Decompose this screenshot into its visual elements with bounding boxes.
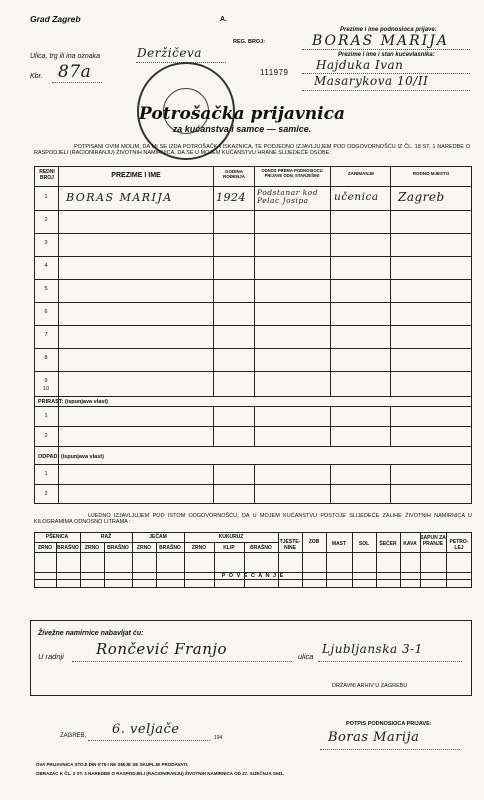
person-birthplace: Zagreb <box>398 190 445 204</box>
footer-place: ZAGREB, <box>60 733 87 739</box>
stock-increase-label: P O V E Ć A N J E <box>221 573 285 579</box>
landlord-address: Masarykova 10/II <box>314 74 429 88</box>
stock-single-label: TJESTE-NINE <box>279 539 301 551</box>
person-name: BORAS MARIJA <box>66 191 173 204</box>
row-number: 4 <box>44 263 48 269</box>
shop-street-label: ulica <box>298 652 314 661</box>
stock-single-label: KAVA <box>403 541 417 547</box>
row-number: 3 <box>44 240 48 246</box>
row-number: 7 <box>44 332 48 338</box>
row-number: 6 <box>44 309 48 315</box>
odpad-row-number: 1 <box>44 471 48 477</box>
col-header-year: GODINA ROĐENJA <box>222 169 245 179</box>
stock-sub-label: ZRNO <box>84 545 100 551</box>
person-occupation: učenica <box>334 191 379 203</box>
applicant-name-value: BORAS MARIJA <box>312 33 449 49</box>
stock-single-label: ZOB <box>308 539 320 545</box>
street-value: Deržičeva <box>137 46 202 60</box>
signature: Boras Marija <box>328 730 420 745</box>
reg-number: 111979 <box>260 68 289 77</box>
section-letter: A. <box>220 16 227 23</box>
stock-sub-label: BRAŠNO <box>159 545 181 551</box>
odpad-row-number: 2 <box>44 491 48 497</box>
row-number: 5 <box>44 286 48 292</box>
person-relation: Podstanar kod Pelac Josipa <box>257 188 319 205</box>
prirast-row-number: 2 <box>44 433 48 439</box>
stock-single-label: ŠEĆER <box>379 541 397 547</box>
shop-street: Ljubljanska 3-1 <box>322 642 423 656</box>
stock-sub-label: ZRNO <box>136 545 152 551</box>
house-number-value: 87a <box>58 62 92 82</box>
stock-group-wheat: PŠENICA <box>45 534 69 540</box>
reg-number-label: REG. BROJ: <box>233 39 266 45</box>
footer-note-price: OVA PRIJAVNICA STOJI DIN 0'75 I NE SMIJE SE SKUPLJE PRODAVATI. <box>36 762 189 767</box>
stock-sub-label: BRAŠNO <box>250 545 272 551</box>
col-header-birthplace: RODNO MJESTO <box>412 171 450 176</box>
row-number: 1 <box>44 194 48 200</box>
stock-sub-label: BRAŠNO <box>57 545 79 551</box>
footer-note-form: OBRAZAC K ČL. 2 ST. 3 NAREDBE O RASPODJELI (RACIONIRANJU) ŽIVOTNIH NAMIRNICA OD 27. SIJEČNJA 1941. <box>36 771 284 776</box>
prirast-label: PRIRAST: (ispunjava vlast) <box>38 399 108 405</box>
shop-in-label: U radnji <box>38 652 64 661</box>
stock-sub-label: KLIP <box>223 545 235 551</box>
person-birth-year: 1924 <box>216 191 246 204</box>
col-header-occupation: ZANIMANJE <box>347 171 375 176</box>
stock-sub-label: ZRNO <box>191 545 207 551</box>
stock-single-label: MAST <box>331 541 347 547</box>
street-label: Ulica, trg ili ina oznaka <box>30 53 101 60</box>
prirast-row-number: 1 <box>44 413 48 419</box>
form-title: Potrošačka prijavnica <box>139 104 345 124</box>
landlord-label: Prezime i ime i stan kućevlasnika: <box>338 52 435 58</box>
landlord-name: Hajduka Ivan <box>316 58 404 72</box>
stock-single-label: SAPUN ZA PRANJE <box>420 535 446 547</box>
col-header-name: PREZIME I IME <box>111 172 161 179</box>
odpad-label: ODPAD: (ispunjava vlast) <box>38 454 104 460</box>
row-number: 8 <box>44 355 48 361</box>
shop-heading: Živežne namirnice nabavljat ću: <box>38 630 144 637</box>
col-header-number: REDNI BROJ <box>39 169 55 181</box>
shop-name: Rončević Franjo <box>96 640 228 658</box>
stock-group-rye: RAŽ <box>100 534 112 540</box>
footer-year: 194 <box>214 735 223 741</box>
row-number: 2 <box>44 217 48 223</box>
col-header-relation: ODNOS PREMA PODNOSIOCU PRIJAVE ODN. STARJEŠINI <box>261 168 323 178</box>
city-label: Grad Zagreb <box>30 14 81 24</box>
form-subtitle: za kućanstva i samce — samice. <box>172 124 312 134</box>
signature-label: POTPIS PODNOSIOCA PRIJAVE: <box>346 721 432 727</box>
stock-intro-text: UJEDNO IZJAVLJUJEM POD ISTOM ODGOVORNOŠĆU, DA U MOJEM KUĆANSTVU POSTOJE SLIJEDEĆE ZALIHE ŽIVOTNIH NAMIRNICA U KILOGRAMIMA ODNOSNO LITRAMA : <box>34 513 472 526</box>
row-number: 10 <box>42 386 50 392</box>
stock-sub-label: BRAŠNO <box>107 545 129 551</box>
stock-single-label: PETRO-LEJ <box>449 539 469 551</box>
footer-date: 6. veljače <box>112 722 180 737</box>
stock-sub-label: ZRNO <box>37 545 53 551</box>
intro-text: POTPISANI OVIM MOLIM, DA MI SE IZDA POTROŠAČKA ISKAZNICA, TE PODJEDNO IZJAVLJUJEM POD ODGOVORNOŠĆU IZ ČL. 18 ST. 1 NAREDBE O RASPODJELI (RACIONIRANJU) ŽIVOTNIH NAMIRNICA, DA SE U MOJEM KUĆANSTVU HRANE SLIJEDEĆE OSOBE: <box>34 144 470 157</box>
stock-group-barley: JEČAM <box>149 534 167 540</box>
applicant-name-label: Prezime i ime podnosioca prijave: <box>340 27 437 33</box>
archive-label: DRŽAVNI ARHIV U ZAGREBU <box>332 683 408 689</box>
row-number: 9 <box>44 378 48 384</box>
stock-single-label: SOL <box>358 541 370 547</box>
house-number-label: Kbr. <box>30 73 43 80</box>
stock-group-corn: KUKURUZ <box>218 534 244 540</box>
